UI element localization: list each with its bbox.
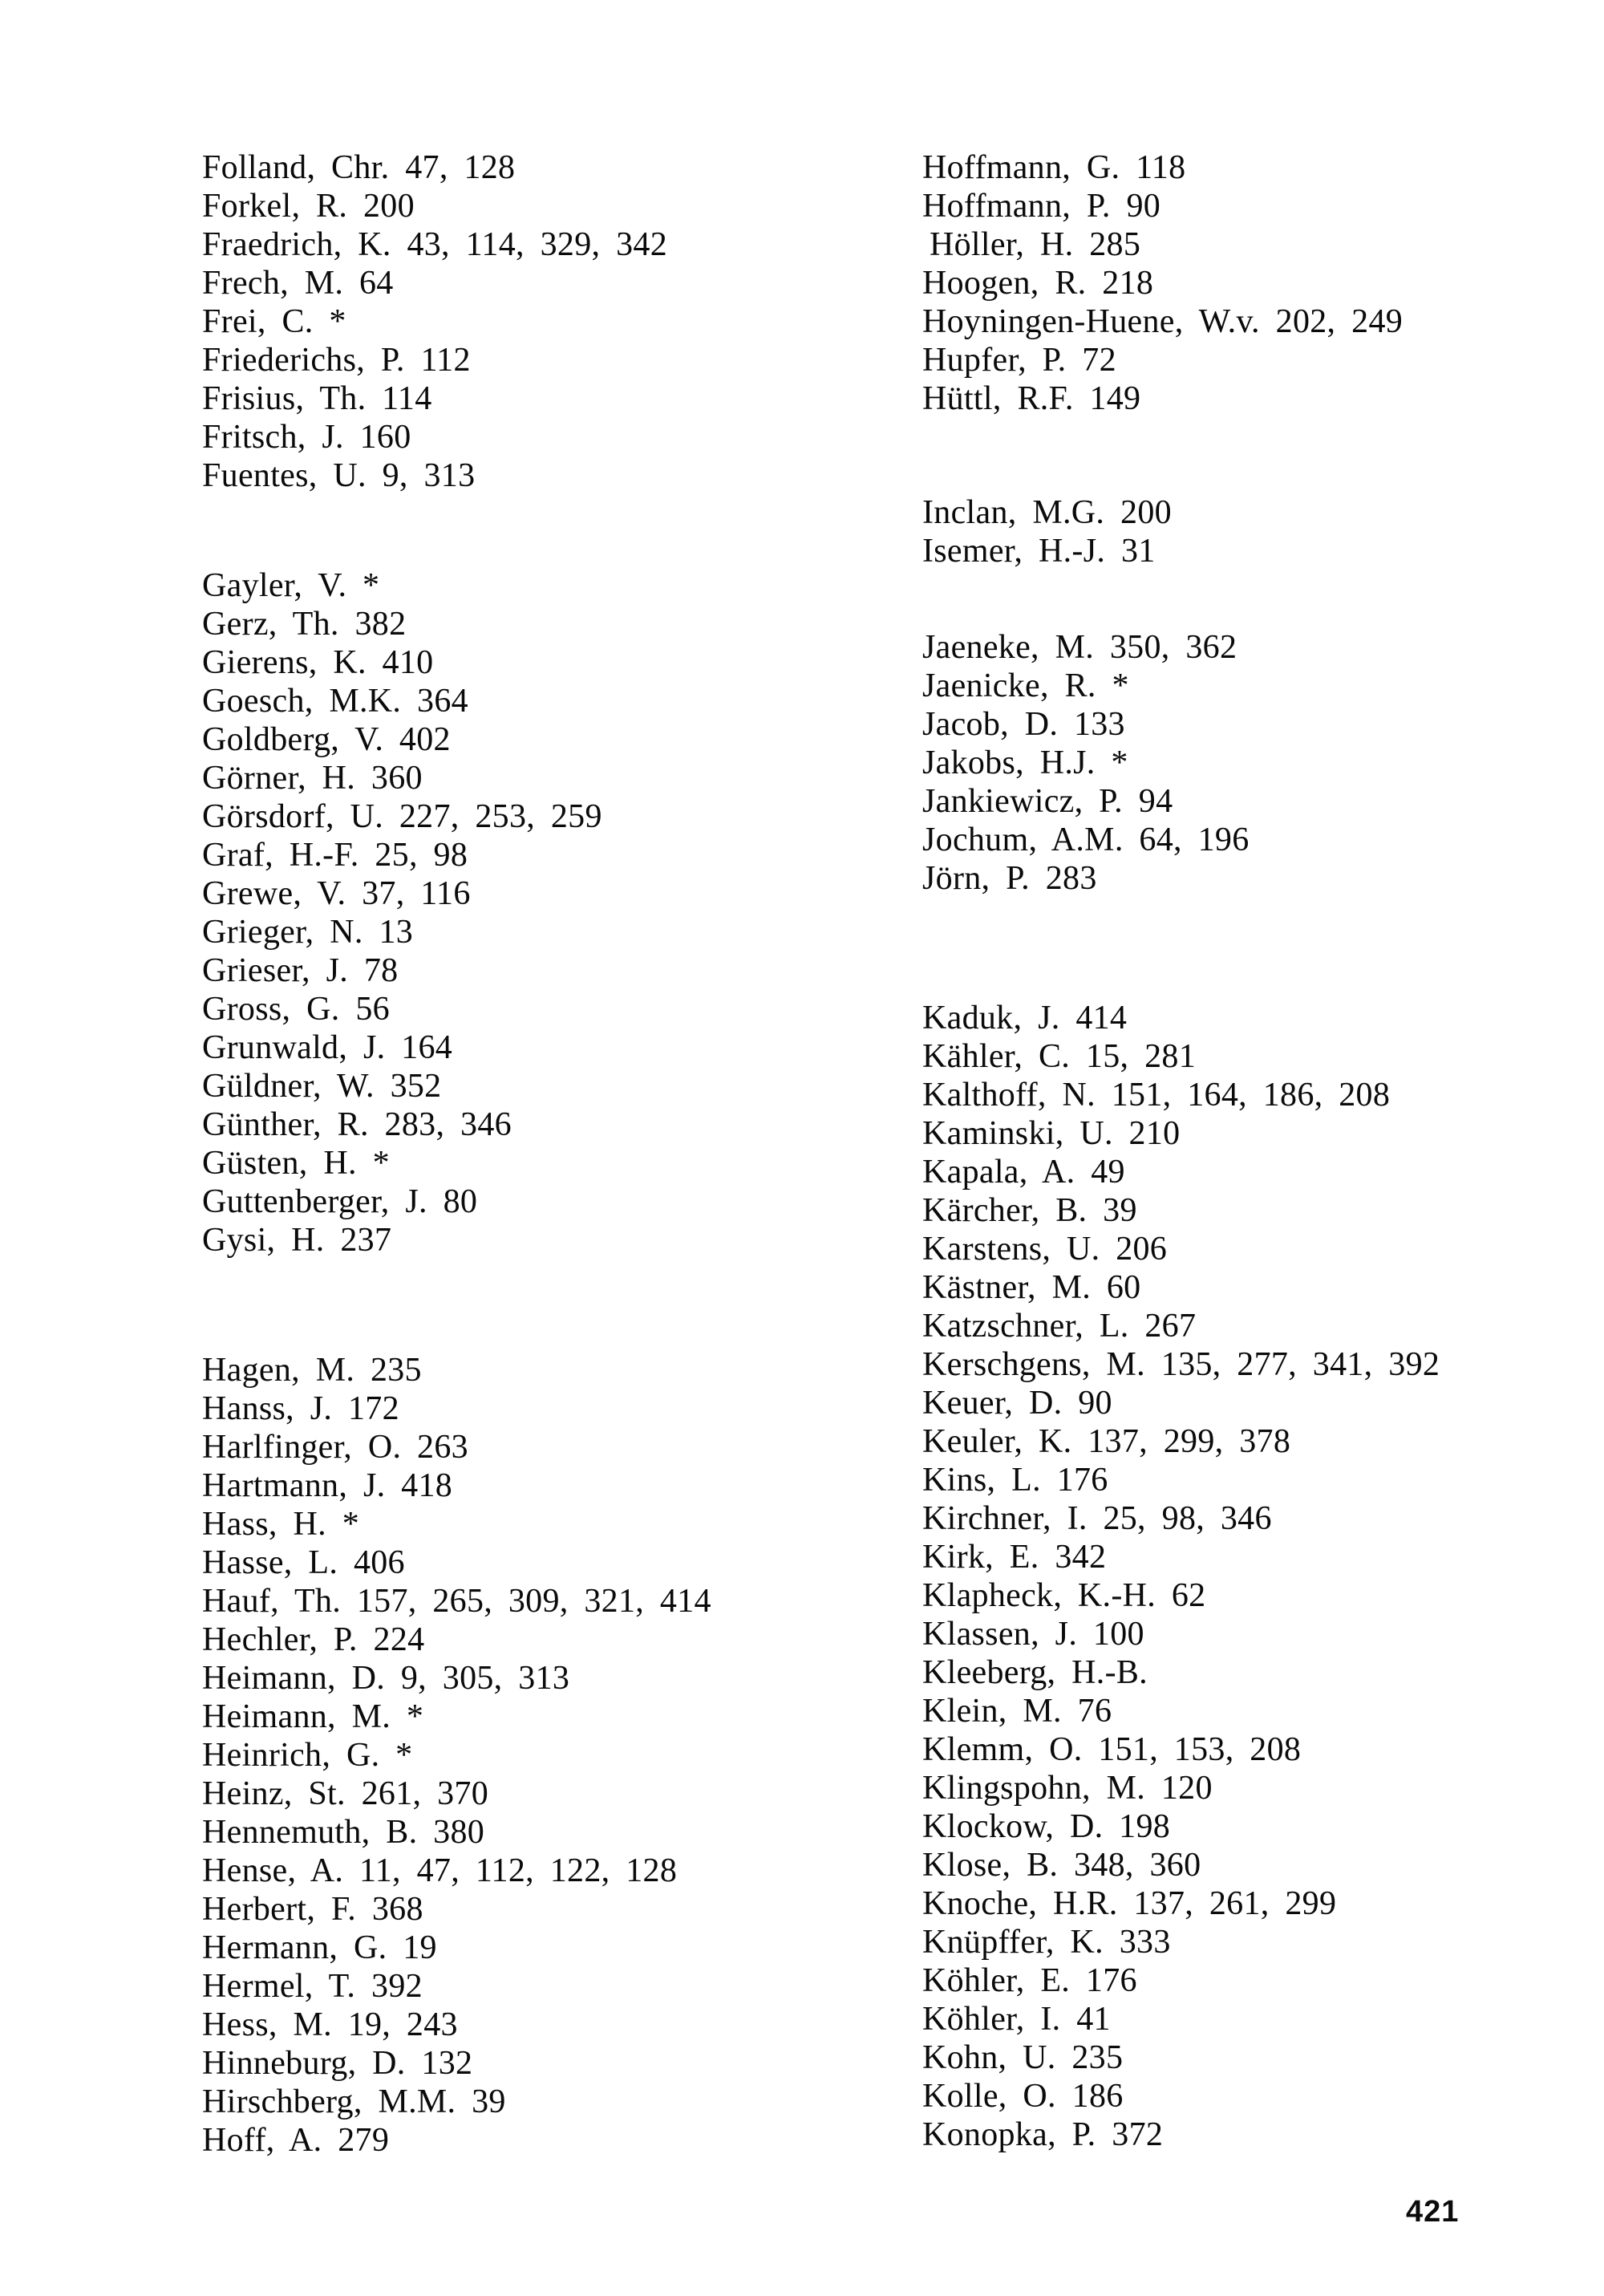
- index-entry: Frei, C. *: [202, 303, 346, 340]
- index-entry: Fritsch, J. 160: [202, 419, 411, 456]
- index-entry: Görner, H. 360: [202, 760, 423, 797]
- index-entry: Hoffmann, P. 90: [922, 188, 1161, 225]
- index-entry: Klassen, J. 100: [922, 1616, 1144, 1653]
- index-entry: Kaminski, U. 210: [922, 1115, 1181, 1152]
- page-number: 421: [1406, 2195, 1460, 2229]
- index-group-f: [202, 148, 667, 495]
- index-entry: Hess, M. 19, 243: [202, 2006, 458, 2043]
- index-entry: Heimann, M. *: [202, 1698, 424, 1735]
- index-entry: Folland, Chr. 47, 128: [202, 149, 516, 186]
- index-entry: Hauf, Th. 157, 265, 309, 321, 414: [202, 1583, 711, 1620]
- index-entry: Kaduk, J. 414: [922, 1000, 1128, 1036]
- index-entry: Katzschner, L. 267: [922, 1308, 1197, 1345]
- index-entry: Gierens, K. 410: [202, 644, 434, 681]
- index-entry: Kirk, E. 342: [922, 1539, 1107, 1576]
- index-entry: Klemm, O. 151, 153, 208: [922, 1731, 1302, 1768]
- index-group-i: [922, 493, 1172, 570]
- index-entry: Hoogen, R. 218: [922, 265, 1154, 302]
- index-group-k: [922, 999, 1440, 2154]
- index-entry: Klingspohn, M. 120: [922, 1770, 1213, 1807]
- index-entry: Kolle, O. 186: [922, 2078, 1124, 2115]
- index-entry: Hagen, M. 235: [202, 1352, 422, 1389]
- index-entry: Knüpffer, K. 333: [922, 1924, 1171, 1961]
- index-entry: Kapala, A. 49: [922, 1154, 1125, 1191]
- index-entry: Heimann, D. 9, 305, 313: [202, 1660, 570, 1697]
- index-group-h-left: [202, 1351, 711, 2160]
- index-entry: Kalthoff, N. 151, 164, 186, 208: [922, 1077, 1391, 1114]
- index-entry: Fraedrich, K. 43, 114, 329, 342: [202, 226, 667, 263]
- index-column-right: [922, 0, 1596, 2296]
- index-entry: Hinneburg, D. 132: [202, 2045, 473, 2082]
- index-entry: Klapheck, K.-H. 62: [922, 1577, 1206, 1614]
- index-entry: Kerschgens, M. 135, 277, 341, 392: [922, 1346, 1440, 1383]
- index-entry: Grunwald, J. 164: [202, 1029, 453, 1066]
- index-entry: Graf, H.-F. 25, 98: [202, 837, 468, 874]
- index-entry: Grewe, V. 37, 116: [202, 875, 471, 912]
- index-entry: Heinz, St. 261, 370: [202, 1775, 489, 1812]
- index-entry: Güsten, H. *: [202, 1145, 390, 1182]
- index-entry: Hennemuth, B. 380: [202, 1814, 485, 1851]
- index-entry: Inclan, M.G. 200: [922, 494, 1172, 531]
- index-entry: Karstens, U. 206: [922, 1231, 1168, 1268]
- index-entry: Herbert, F. 368: [202, 1891, 423, 1928]
- index-entry: Köhler, E. 176: [922, 1962, 1137, 1999]
- index-entry: Jochum, A.M. 64, 196: [922, 821, 1250, 858]
- index-entry: Kärcher, B. 39: [922, 1192, 1137, 1229]
- index-entry: Forkel, R. 200: [202, 188, 415, 225]
- index-entry: Grieser, J. 78: [202, 952, 399, 989]
- index-entry: Köhler, I. 41: [922, 2001, 1111, 2038]
- index-entry: Kähler, C. 15, 281: [922, 1038, 1197, 1075]
- index-entry: Hass, H. *: [202, 1506, 359, 1543]
- index-entry: Hense, A. 11, 47, 112, 122, 128: [202, 1852, 678, 1889]
- index-group-g: [202, 566, 602, 1260]
- index-entry: Hoyningen-Huene, W.v. 202, 249: [922, 303, 1404, 340]
- index-entry: Kästner, M. 60: [922, 1269, 1141, 1306]
- index-entry: Hanss, J. 172: [202, 1390, 399, 1427]
- index-entry: Frisius, Th. 114: [202, 380, 432, 417]
- index-entry: Höller, H. 285: [930, 226, 1141, 263]
- index-entry: Klose, B. 348, 360: [922, 1847, 1201, 1884]
- index-entry: Hartmann, J. 418: [202, 1467, 453, 1504]
- index-entry: Friederichs, P. 112: [202, 342, 471, 379]
- index-entry: Kleeberg, H.-B.: [922, 1654, 1148, 1691]
- index-entry: Klein, M. 76: [922, 1693, 1112, 1730]
- index-entry: Jankiewicz, P. 94: [922, 783, 1173, 820]
- index-entry: Hupfer, P. 72: [922, 342, 1116, 379]
- index-entry: Gerz, Th. 382: [202, 606, 407, 643]
- index-entry: Harlfinger, O. 263: [202, 1429, 468, 1466]
- index-entry: Gysi, H. 237: [202, 1222, 392, 1259]
- index-entry: Hermann, G. 19: [202, 1929, 437, 1966]
- index-group-h-right: [922, 148, 1403, 418]
- index-entry: Jacob, D. 133: [922, 706, 1125, 743]
- index-entry: Fuentes, U. 9, 313: [202, 457, 476, 494]
- index-entry: Keuer, D. 90: [922, 1385, 1112, 1422]
- index-entry: Jakobs, H.J. *: [922, 744, 1128, 781]
- index-entry: Görsdorf, U. 227, 253, 259: [202, 798, 602, 835]
- index-entry: Hasse, L. 406: [202, 1544, 405, 1581]
- index-entry: Hoff, A. 279: [202, 2122, 390, 2159]
- index-entry: Frech, M. 64: [202, 265, 394, 302]
- index-entry: Jörn, P. 283: [922, 860, 1097, 897]
- index-entry: Hermel, T. 392: [202, 1968, 423, 2005]
- index-entry: Jaenicke, R. *: [922, 667, 1129, 704]
- index-entry: Hirschberg, M.M. 39: [202, 2083, 506, 2120]
- index-column-left: [202, 0, 908, 2296]
- index-entry: Isemer, H.-J. 31: [922, 533, 1156, 570]
- index-entry: Keuler, K. 137, 299, 378: [922, 1423, 1291, 1460]
- index-entry: Gross, G. 56: [202, 991, 390, 1028]
- index-entry: Knoche, H.R. 137, 261, 299: [922, 1885, 1337, 1922]
- index-entry: Günther, R. 283, 346: [202, 1106, 512, 1143]
- index-entry: Goesch, M.K. 364: [202, 683, 468, 720]
- index-entry: Konopka, P. 372: [922, 2116, 1164, 2153]
- index-entry: Guttenberger, J. 80: [202, 1183, 478, 1220]
- index-entry: Kohn, U. 235: [922, 2039, 1124, 2076]
- index-entry: Heinrich, G. *: [202, 1737, 413, 1774]
- index-entry: Goldberg, V. 402: [202, 721, 451, 758]
- index-entry: Klockow, D. 198: [922, 1808, 1171, 1845]
- index-entry: Güldner, W. 352: [202, 1068, 442, 1105]
- index-entry: Hoffmann, G. 118: [922, 149, 1186, 186]
- index-entry: Jaeneke, M. 350, 362: [922, 629, 1237, 666]
- index-entry: Hüttl, R.F. 149: [922, 380, 1141, 417]
- index-entry: Grieger, N. 13: [202, 914, 414, 951]
- index-entry: Gayler, V. *: [202, 567, 380, 604]
- index-entry: Kirchner, I. 25, 98, 346: [922, 1500, 1272, 1537]
- index-group-j: [922, 628, 1250, 898]
- index-entry: Kins, L. 176: [922, 1462, 1108, 1499]
- index-entry: Hechler, P. 224: [202, 1621, 425, 1658]
